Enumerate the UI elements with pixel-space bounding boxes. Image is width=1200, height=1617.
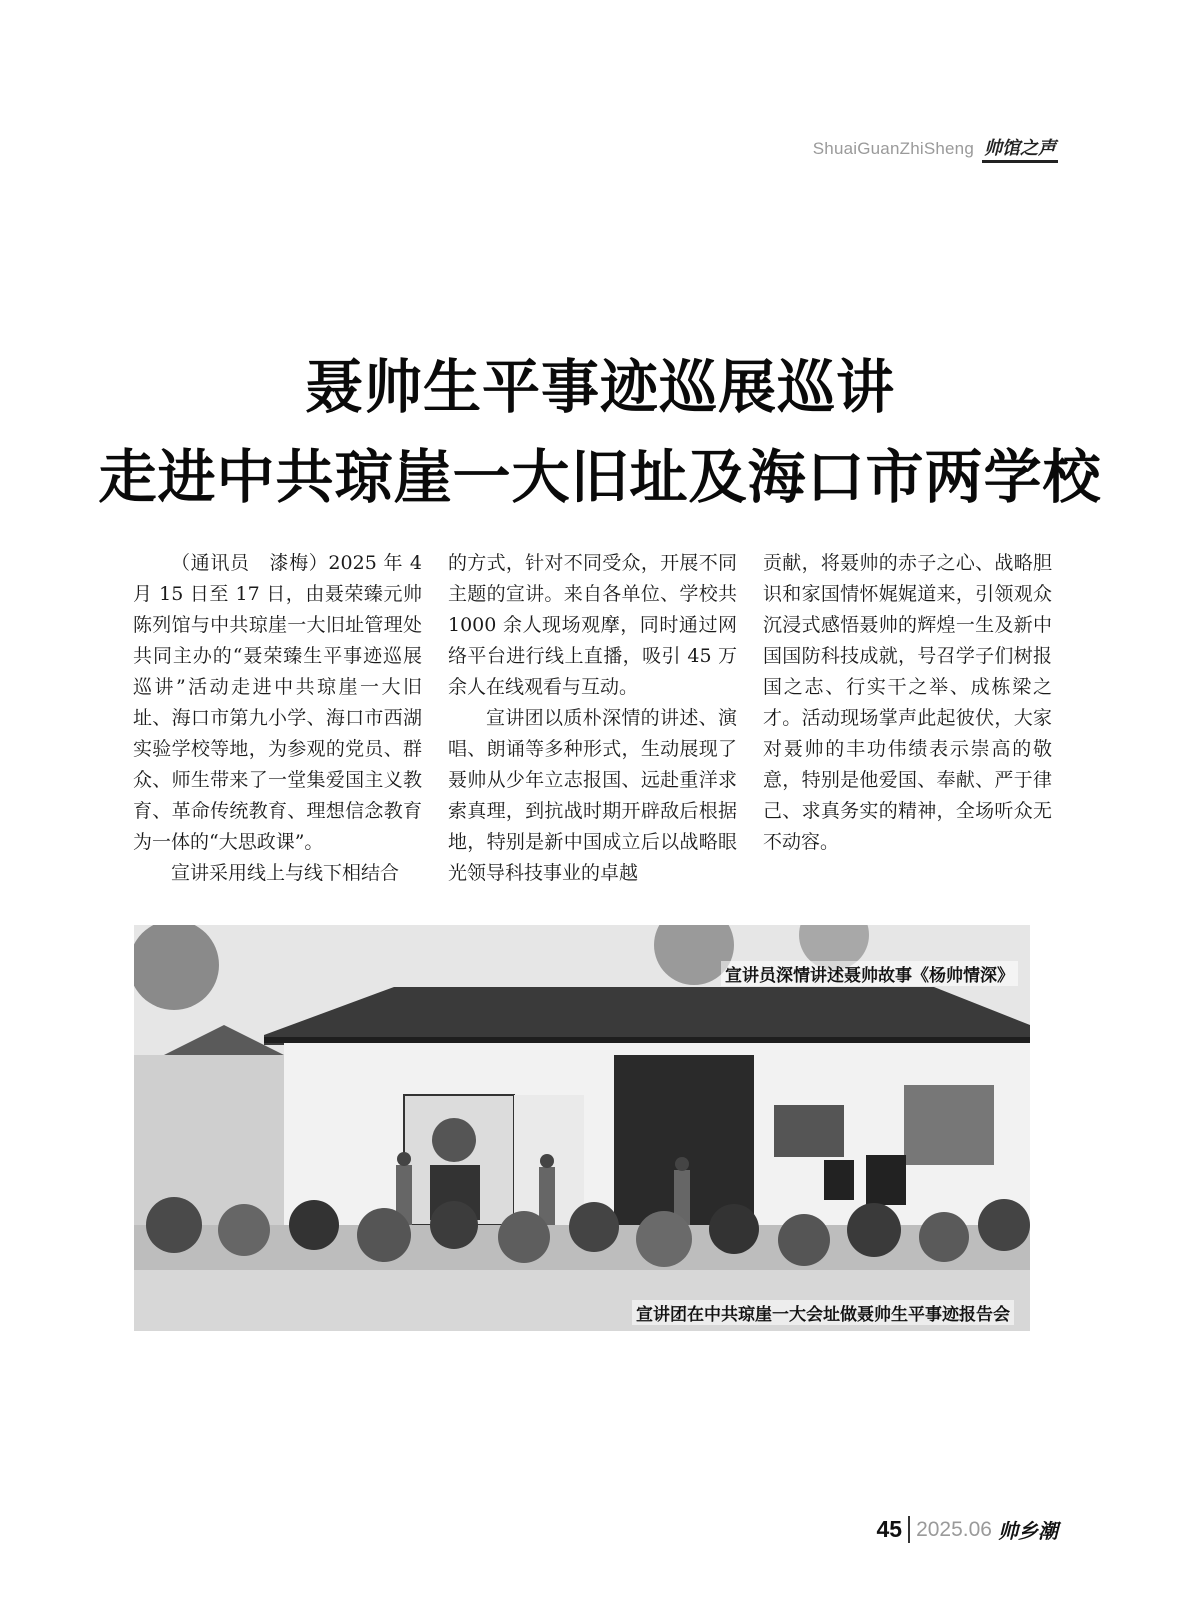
- section-name-cn: 帅馆之声: [982, 134, 1058, 163]
- paragraph: （通讯员 漆梅）2025 年 4 月 15 日至 17 日，由聂荣臻元帅陈列馆与中共琼崖一大旧址管理处共同主办的“聂荣臻生平事迹巡展巡讲”活动走进中共琼崖一大旧址、海口市第九小学、海口市西湖实验学校等地，为参观的党员、群众、师生带来了一堂集爱国主义教育、革命传统教育、理想信念教育为一体的“大思政课”。: [133, 552, 422, 853]
- article-body: [133, 548, 1053, 889]
- paragraph: 宣讲采用线上与线下相结合: [171, 862, 400, 884]
- page-footer: [876, 1515, 1058, 1544]
- article-title-line1: 聂帅生平事迹巡展巡讲: [304, 353, 895, 421]
- paragraph: 贡献，将聂帅的赤子之心、战略胆识和家国情怀娓娓道来，引领观众沉浸式感悟聂帅的辉煌一生及新中国国防科技成就，号召学子们树报国之志、行实干之举、成栋梁之才。活动现场掌声此起彼伏，大家对聂帅的丰功伟绩表示崇高的敬意，特别是他爱国、奉献、严于律己、求真务实的精神，全场听众无不动容。: [763, 552, 1052, 853]
- paragraph: 宣讲团以质朴深情的讲述、演唱、朗诵等多种形式，生动展现了聂帅从少年立志报国、远赴重洋求索真理，到抗战时期开辟敌后根据地，特别是新中国成立后以战略眼光领导科技事业的卓越: [448, 707, 737, 884]
- article-column-1: [133, 548, 422, 889]
- photo-caption-bottom: 宣讲团在中共琼崖一大会址做聂帅生平事迹报告会: [632, 1300, 1014, 1325]
- issue-date: 2025.06: [916, 1517, 992, 1541]
- section-header: [813, 134, 1058, 163]
- article-column-3: [763, 548, 1052, 889]
- event-photo: [134, 925, 1030, 1331]
- article-column-2: [448, 548, 737, 889]
- magazine-name: 帅乡潮: [998, 1519, 1058, 1543]
- article-title-line2: 走进中共琼崖一大旧址及海口市两学校: [98, 443, 1102, 511]
- page-number: 45: [876, 1516, 910, 1543]
- paragraph: 的方式，针对不同受众，开展不同主题的宣讲。来自各单位、学校共 1000 余人现场观摩，同时通过网络平台进行线上直播，吸引 45 万余人在线观看与互动。: [448, 552, 737, 698]
- photo-caption-top: 宣讲员深情讲述聂帅故事《杨帅情深》: [721, 961, 1018, 986]
- section-name-latin: ShuaiGuanZhiSheng: [812, 138, 974, 158]
